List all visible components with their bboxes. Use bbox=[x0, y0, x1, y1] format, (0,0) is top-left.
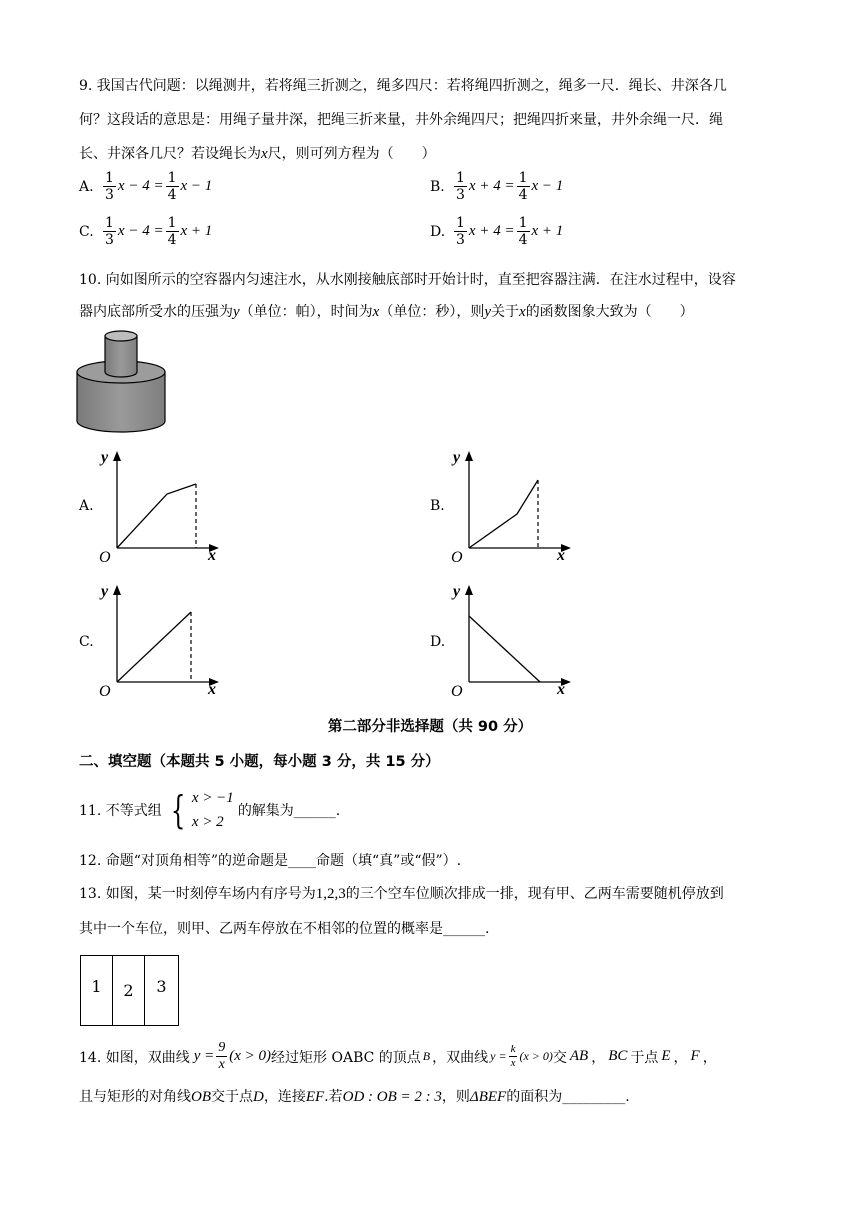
graph-c bbox=[95, 580, 230, 698]
graph-b-origin: O bbox=[451, 549, 463, 564]
q13-line-1: 13. 如图，某一时刻停车场内有序号为1,2,3的三个空车位顺次排成一排，现有甲、乙两车需要随机停放到 bbox=[79, 886, 724, 902]
q13-line-2: 其中一个车位，则甲、乙两车停放在不相邻的位置的概率是______. bbox=[79, 921, 490, 937]
graph-d bbox=[447, 580, 582, 698]
part2-title: 第二部分非选择题（共 90 分） bbox=[327, 719, 533, 735]
parking-lot-3: 3 bbox=[156, 977, 167, 996]
parking-lots bbox=[80, 955, 179, 1026]
graph-a-origin: O bbox=[99, 549, 111, 564]
graph-c-x-label: x bbox=[208, 681, 216, 698]
container-figure bbox=[74, 326, 174, 438]
graph-a bbox=[95, 446, 230, 564]
q9-option-c[interactable]: C. $\frac{1}{3}$ x − 4 = $\frac{1}{4}$ x + 1 bbox=[79, 215, 213, 248]
graph-c-label[interactable]: C. bbox=[79, 634, 94, 650]
q11: 11. 不等式组 { x > −1 x > 2 的解集为______. bbox=[79, 788, 341, 832]
parking-lot-2: 2 bbox=[113, 956, 145, 1025]
q9-line-2: 何？这段话的意思是：用绳子量井深，把绳三折来量，井外余绳四尺；把绳四折来量，井外余绳一尺．绳 bbox=[79, 112, 723, 128]
q14-line-2: 且与矩形的对角线OB交于点D，连接EF.若OD : OB = 2 : 3，则ΔBEF的面积为_________. bbox=[79, 1089, 630, 1105]
q9-line-1: 9. 我国古代问题：以绳测井，若将绳三折测之，绳多四尺：若将绳四折测之，绳多一尺．绳长、井深各几 bbox=[79, 78, 727, 94]
graph-b-y-label: y bbox=[453, 449, 461, 466]
q9-option-a[interactable]: A. $\frac{1}{3}$ x − 4 = $\frac{1}{4}$ x − 1 bbox=[79, 170, 213, 203]
graph-a-x-label: x bbox=[208, 547, 216, 564]
graph-c-y-label: y bbox=[101, 583, 109, 600]
q9-option-d[interactable]: D. $\frac{1}{3}$ x + 4 = $\frac{1}{4}$ x + 1 bbox=[430, 215, 564, 248]
graph-d-x-label: x bbox=[557, 681, 565, 698]
q12: 12. 命题“对顶角相等”的逆命题是____命题（填“真”或“假”）. bbox=[79, 853, 462, 869]
q14-line-1: 14. 如图，双曲线 y = $\frac{9}{x}$ (x > 0) 经过矩形 OABC 的顶点 B ，双曲线 y = $\frac{k}{x}$ (x > 0) 交 AB ， BC 于点 E ， F ， bbox=[79, 1040, 717, 1072]
graph-b bbox=[447, 446, 582, 564]
graph-b-label[interactable]: B. bbox=[430, 498, 445, 514]
q9-option-b[interactable]: B. $\frac{1}{3}$ x + 4 = $\frac{1}{4}$ x − 1 bbox=[430, 170, 564, 203]
graph-d-label[interactable]: D. bbox=[430, 634, 446, 650]
graph-d-y-label: y bbox=[453, 583, 461, 600]
graph-c-origin: O bbox=[99, 683, 111, 698]
q9-line-3: 长、井深各几尺？若设绳长为x尺，则可列方程为（ ） bbox=[79, 146, 436, 162]
graph-a-label[interactable]: A. bbox=[79, 498, 94, 514]
q10-line-1: 10. 向如图所示的空容器内匀速注水，从水刚接触底部时开始计时，直至把容器注满．在注水过程中，设容 bbox=[79, 272, 736, 288]
graph-a-y-label: y bbox=[101, 449, 109, 466]
q10-line-2: 器内底部所受水的压强为y（单位：帕），时间为x（单位：秒），则y关于x的函数图象大致为（ ） bbox=[79, 304, 694, 320]
section-fill-in-title: 二、填空题（本题共 5 小题，每小题 3 分，共 15 分） bbox=[79, 754, 440, 770]
parking-lot-1: 1 bbox=[81, 956, 113, 1025]
graph-d-origin: O bbox=[451, 683, 463, 698]
graph-b-x-label: x bbox=[557, 547, 565, 564]
